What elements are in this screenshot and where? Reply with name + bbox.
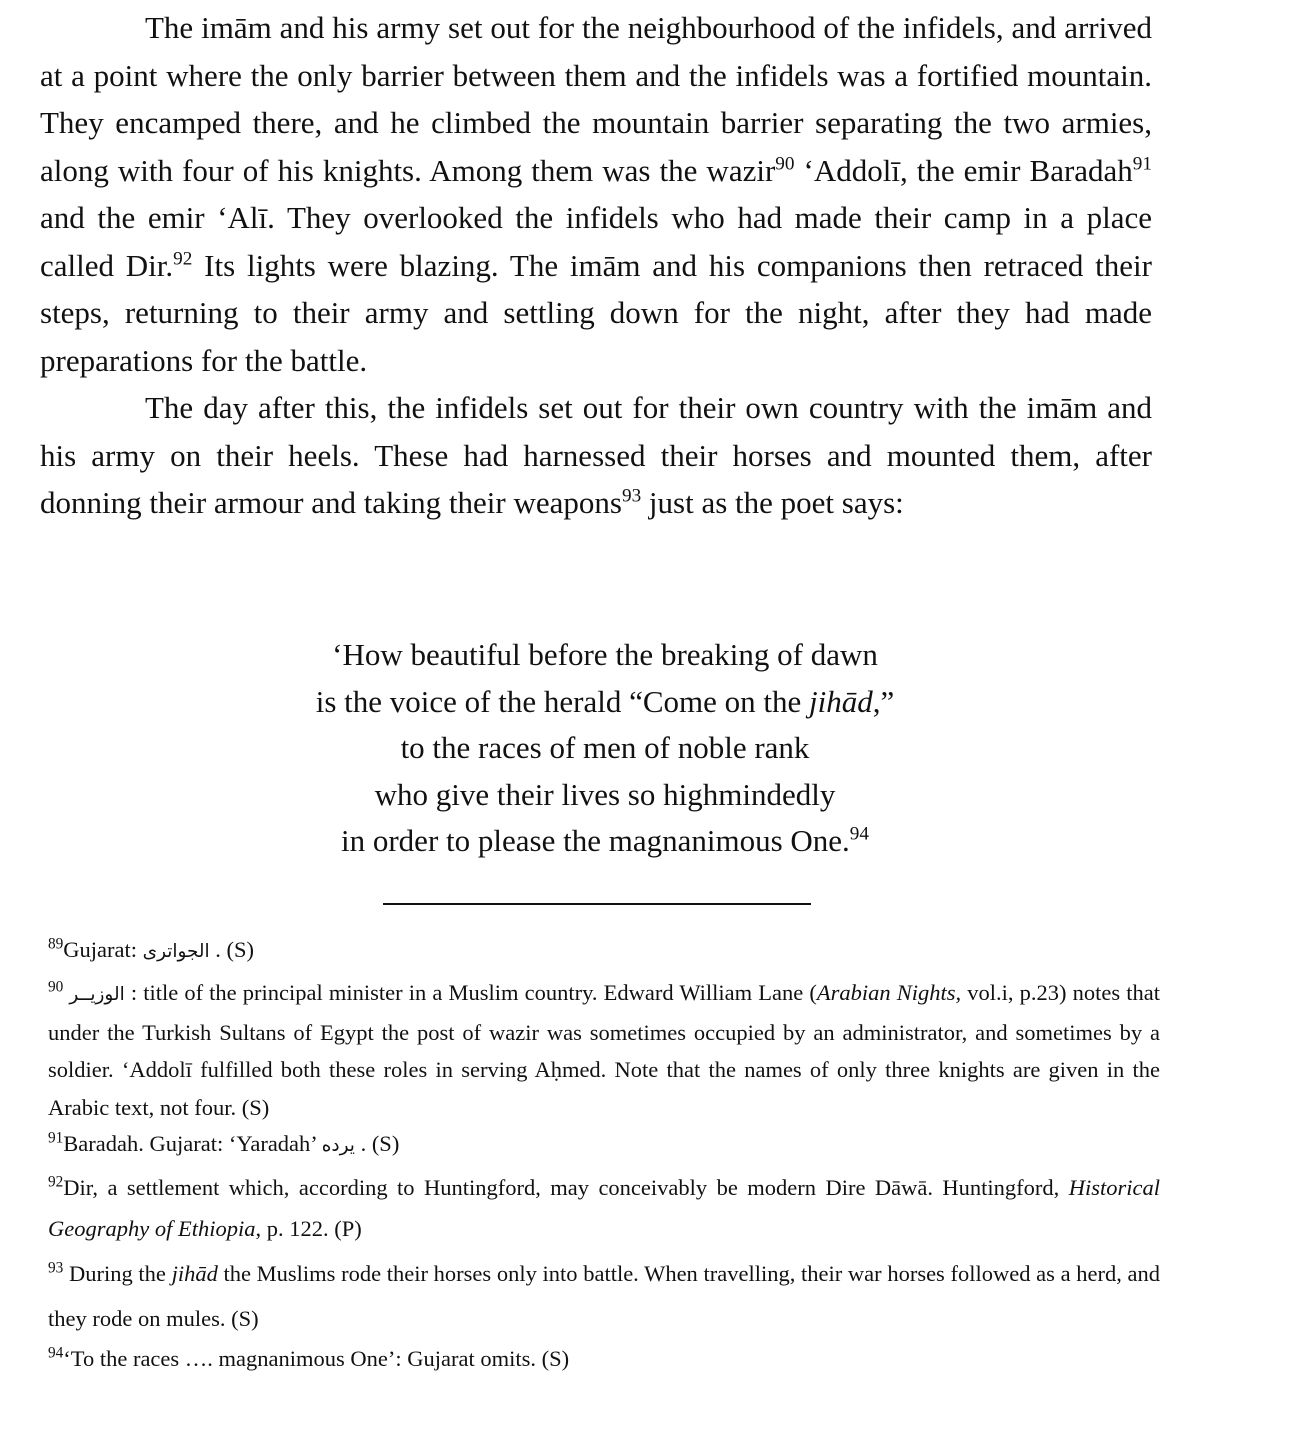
- footnote-ref-94[interactable]: 94: [849, 823, 869, 845]
- main-text: [40, 0, 1152, 527]
- paragraph-2-text-a: The day after this, the infidels set out for their own country with the imām and his army on their heels. These had harnessed their horses and mounted them, after donning their armour and taking their weapons: [40, 390, 1152, 520]
- verse-line-2: [0, 679, 1210, 726]
- arabic-word: يرده: [321, 1135, 355, 1156]
- footnote-number: 92: [48, 1173, 64, 1191]
- footnote-text: During the: [63, 1261, 172, 1286]
- footnote-text-end: , p. 122. (P): [255, 1216, 362, 1241]
- footnote-92: [48, 1167, 1160, 1249]
- footnote-text-end: vol.i, p.23) notes that under the Turkish Sultans of Egypt the post of wazir was sometimes occupied by an administrator, and sometimes by a soldier. ‘Addolī fulfilled both these roles in serving Aḥmed. Note that the names of only three knights are given in the Arabic text, not four. (S): [48, 980, 1160, 1120]
- footnote-text: Gujarat:: [63, 937, 143, 962]
- footnote-ref-90[interactable]: 90: [775, 153, 795, 175]
- paragraph-1-text-d: Its lights were blazing. The imām and his companions then retraced their steps, returning to their army and settling down for the night, after they had made preparations for the battle.: [40, 247, 1152, 378]
- paragraph-1-text-a: The imām and his army set out for the neighbourhood of the infidels, and arrived at a point where the only barrier between them and the infidels was a fortified mountain. They encamped there, and he climbed the mountain barrier separating the two armies, along with four of his knights. Among them was the wazir: [40, 10, 1152, 188]
- footnotes: [48, 932, 1160, 1377]
- verse-line-4: who give their lives so highmindedly: [374, 776, 836, 812]
- paragraph-1: [40, 0, 1152, 384]
- paragraph-2-text-b: just as the poet says:: [641, 485, 904, 520]
- footnote-91: [48, 1126, 1160, 1164]
- footnote-ref-92[interactable]: 92: [173, 248, 193, 270]
- footnote-text-end: . (S): [209, 937, 255, 962]
- arabic-word: الجواترى: [142, 941, 210, 962]
- footnote-number: 89: [48, 935, 64, 953]
- footnote-text-end: . (S): [354, 1131, 400, 1156]
- verse-line-5: [0, 818, 1210, 865]
- footnote-90: [48, 974, 1160, 1126]
- footnote-89: [48, 932, 1160, 970]
- verse-line-2-end: ,”: [872, 683, 895, 719]
- footnote-93: [48, 1251, 1160, 1341]
- verse-jihad-italic: jihād: [809, 683, 873, 719]
- arabic-word: الوزيــر: [69, 984, 125, 1005]
- footnote-text: ‘To the races …. magnanimous One’: Gujarat omits. (S): [63, 1346, 570, 1371]
- poem-verse: [0, 632, 1210, 865]
- footnote-italic-title: Historical Geography of Ethiopia: [48, 1175, 1160, 1241]
- paragraph-1-text-b: ‘Addolī, the emir Baradah: [794, 152, 1133, 188]
- paragraph-1-text-c: and the emir ‘Alī. They overlooked the infidels who had made their camp in a place called Dir.: [40, 200, 1152, 283]
- footnote-text: : title of the principal minister in a Muslim country. Edward William Lane (: [124, 980, 817, 1005]
- verse-line-3: to the races of men of noble rank: [400, 730, 810, 765]
- footnote-number: 90: [48, 978, 64, 996]
- footnote-number: 93: [48, 1259, 64, 1277]
- footnote-number: 91: [48, 1129, 64, 1147]
- footnote-text: Baradah. Gujarat: ‘Yaradah’: [63, 1131, 322, 1156]
- footnote-text-end: the Muslims rode their horses only into battle. When travelling, their war horses followed as a herd, and they rode on mules. (S): [48, 1261, 1160, 1331]
- verse-line-1: ‘How beautiful before the breaking of dawn: [332, 637, 878, 672]
- footnote-ref-91[interactable]: 91: [1132, 153, 1152, 175]
- footnote-94: [48, 1341, 1160, 1377]
- footnote-italic-word: jihād: [171, 1261, 218, 1286]
- footnote-number: 94: [48, 1344, 64, 1362]
- footnote-italic-title: Arabian Nights,: [816, 980, 962, 1005]
- footnote-ref-93[interactable]: 93: [621, 485, 642, 507]
- verse-line-2-text: is the voice of the herald “Come on the: [315, 683, 809, 719]
- verse-line-5-text: in order to please the magnanimous One.: [341, 823, 850, 858]
- footnote-separator: [383, 903, 811, 905]
- footnote-text: Dir, a settlement which, according to Huntingford, may conceivably be modern Dire Dāwā. Huntingford,: [63, 1175, 1069, 1200]
- paragraph-2: [40, 384, 1152, 527]
